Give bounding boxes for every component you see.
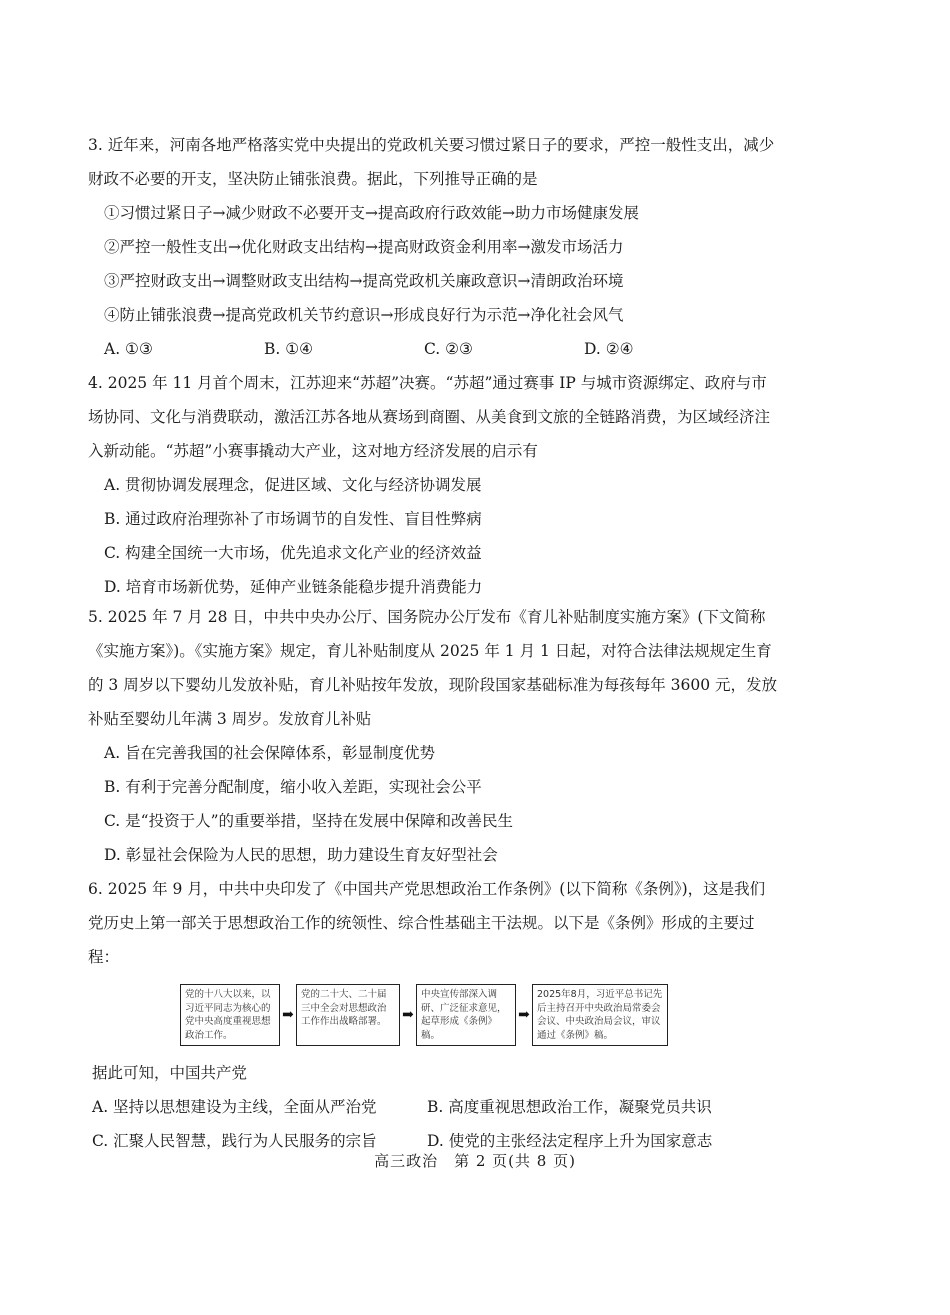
flow-step-3: 中央宣传部深入调研、广泛征求意见，起草形成《条例》稿。 — [416, 984, 516, 1046]
process-flowchart — [180, 980, 778, 1050]
option-a[interactable]: A. 贯彻协调发展理念，促进区域、文化与经济协调发展 — [104, 476, 482, 494]
arrow-right-icon: ➡ — [282, 1007, 294, 1023]
option-c[interactable]: C. 构建全国统一大市场，优先追求文化产业的经济效益 — [104, 544, 482, 562]
option-c[interactable]: C. ②③ — [424, 340, 473, 358]
option-b[interactable]: B. ①④ — [264, 340, 314, 358]
statement-3: ③严控财政支出→调整财政支出结构→提高党政机关廉政意识→清朗政治环境 — [104, 272, 624, 290]
flow-step-2: 党的二十大、二十届三中全会对思想政治工作作出战略部署。 — [296, 984, 400, 1046]
question-4 — [88, 366, 778, 604]
arrow-right-icon: ➡ — [402, 1007, 414, 1023]
question-6-lead: 据此可知，中国共产党 — [92, 1064, 248, 1082]
option-d[interactable]: D. 培育市场新优势，延伸产业链条能稳步提升消费能力 — [104, 578, 483, 596]
option-a[interactable]: A. 坚持以思想建设为主线，全面从严治党 — [92, 1098, 377, 1116]
question-6 — [88, 872, 778, 1158]
option-a[interactable]: A. ①③ — [104, 340, 153, 358]
question-3 — [88, 128, 778, 366]
question-3-options — [88, 332, 778, 366]
option-b[interactable]: B. 有利于完善分配制度，缩小收入差距，实现社会公平 — [104, 778, 482, 796]
option-d[interactable]: D. 使党的主张经法定程序上升为国家意志 — [427, 1132, 713, 1150]
page-footer: 高三政治 第 2 页(共 8 页) — [374, 1152, 576, 1170]
statement-1: ①习惯过紧日子→减少财政不必要开支→提高政府行政效能→助力市场健康发展 — [104, 204, 639, 222]
flow-step-1: 党的十八大以来，以习近平同志为核心的党中央高度重视思想政治工作。 — [180, 984, 280, 1046]
flow-step-4: 2025年8月，习近平总书记先后主持召开中央政治局常委会会议、中央政治局会议，审议通过《条例》稿。 — [532, 984, 668, 1046]
option-b[interactable]: B. 高度重视思想政治工作，凝聚党员共识 — [427, 1098, 712, 1116]
question-6-options — [88, 1090, 778, 1158]
question-5 — [88, 600, 778, 872]
option-b[interactable]: B. 通过政府治理弥补了市场调节的自发性、盲目性弊病 — [104, 510, 482, 528]
question-5-stem: 5. 2025 年 7 月 28 日，中共中央办公厅、国务院办公厅发布《育儿补贴制度实施方案》(下文简称《实施方案》)。《实施方案》规定，育儿补贴制度从 2025 年 1 月 1 日起，对符合法律法规规定生育的 3 周岁以下婴幼儿发放补贴，育儿补贴按年发放，现阶段国家基础标准为每孩每年 3600 元，发放补贴至婴幼儿年满 3 周岁。发放育儿补贴 — [88, 608, 778, 728]
statement-4: ④防止铺张浪费→提高党政机关节约意识→形成良好行为示范→净化社会风气 — [104, 306, 624, 324]
option-a[interactable]: A. 旨在完善我国的社会保障体系，彰显制度优势 — [104, 744, 436, 762]
question-4-stem: 4. 2025 年 11 月首个周末，江苏迎来“苏超”决赛。“苏超”通过赛事 IP 与城市资源绑定、政府与市场协同、文化与消费联动，激活江苏各地从赛场到商圈、从美食到文旅的全链路消费，为区域经济注入新动能。“苏超”小赛事撬动大产业，这对地方经济发展的启示有 — [88, 374, 771, 460]
statement-2: ②严控一般性支出→优化财政支出结构→提高财政资金利用率→激发市场活力 — [104, 238, 624, 256]
question-3-stem: 3. 近年来，河南各地严格落实党中央提出的党政机关要习惯过紧日子的要求，严控一般性支出，减少财政不必要的开支，坚决防止铺张浪费。据此，下列推导正确的是 — [88, 136, 775, 188]
option-c[interactable]: C. 是“投资于人”的重要举措，坚持在发展中保障和改善民生 — [104, 812, 514, 830]
question-6-stem: 6. 2025 年 9 月，中共中央印发了《中国共产党思想政治工作条例》(以下简称《条例》)，这是我们党历史上第一部关于思想政治工作的统领性、综合性基础主干法规。以下是《条例》形成的主要过程： — [88, 880, 766, 966]
option-d[interactable]: D. ②④ — [584, 340, 634, 358]
option-c[interactable]: C. 汇聚人民智慧，践行为人民服务的宗旨 — [92, 1132, 377, 1150]
option-d[interactable]: D. 彰显社会保险为人民的思想，助力建设生育友好型社会 — [104, 846, 498, 864]
arrow-right-icon: ➡ — [518, 1007, 530, 1023]
